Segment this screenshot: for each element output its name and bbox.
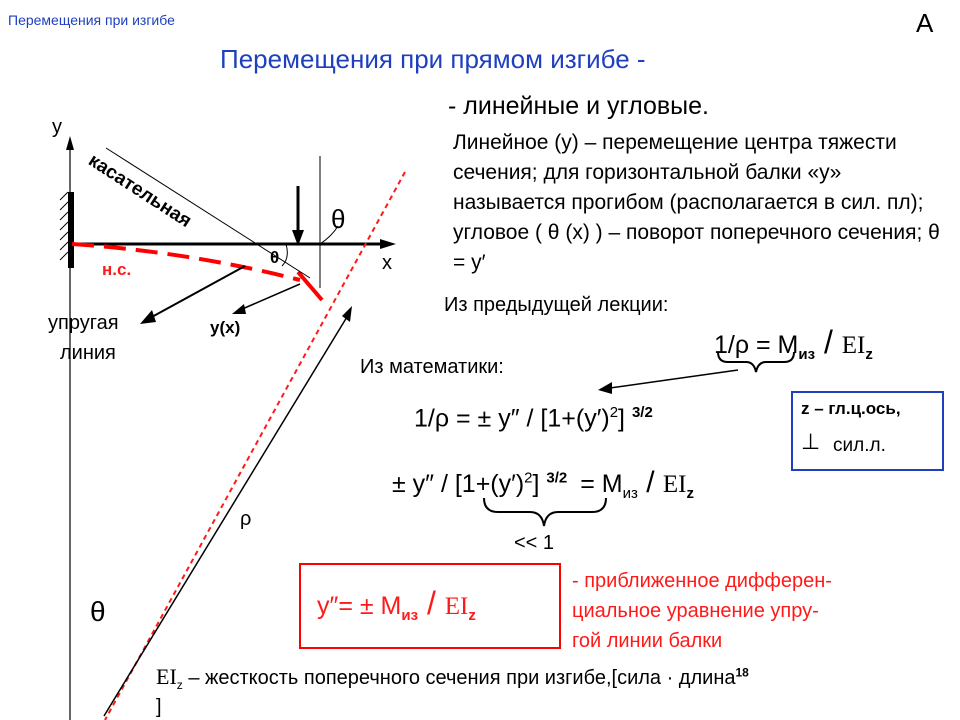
slide-subtitle: - линейные и угловые. bbox=[448, 92, 709, 120]
axis-note-box bbox=[791, 391, 944, 471]
formula-ei: EI bbox=[444, 593, 469, 620]
slide-title: Перемещения при прямом изгибе - bbox=[220, 44, 646, 74]
formula-text: ± y″ / [1+(y′) bbox=[392, 470, 525, 498]
brace-2 bbox=[484, 498, 606, 526]
formula-sub: из bbox=[622, 485, 638, 502]
slide-section-title: Перемещения при изгибе bbox=[8, 12, 175, 28]
much-less-one-label: << 1 bbox=[514, 532, 555, 554]
formula-power: 3/2 bbox=[631, 404, 653, 421]
elastic-pointer-head bbox=[140, 310, 156, 324]
x-axis-label: x bbox=[382, 252, 392, 274]
formula-sup: 2 bbox=[609, 404, 619, 421]
footer-close-bracket: ] bbox=[156, 696, 162, 718]
approx-equation-box bbox=[299, 563, 561, 649]
elastic-line-label-1: упругая bbox=[48, 312, 119, 334]
approx-note-line3: гой линии балки bbox=[572, 630, 723, 652]
formula-ei-sub: z bbox=[468, 607, 476, 624]
theta-bottom-label: θ bbox=[90, 596, 106, 627]
formula-text: 1/ρ = M bbox=[714, 331, 799, 359]
formula-sub: из bbox=[798, 346, 816, 363]
deflection-label: y(x) bbox=[210, 318, 241, 337]
formula-slash: / bbox=[418, 585, 445, 621]
formula-text: y″= ± M bbox=[317, 592, 402, 620]
curvature-formula bbox=[714, 324, 873, 363]
elastic-pointer-line bbox=[150, 266, 245, 318]
math-arrow-head bbox=[598, 382, 612, 394]
perp-symbol: ⊥ bbox=[801, 429, 821, 454]
theta-mid-label: θ bbox=[270, 248, 280, 267]
formula-sub: из bbox=[401, 607, 419, 624]
approx-note-line2: циальное уравнение упру- bbox=[572, 600, 819, 622]
x-axis-arrow bbox=[380, 239, 396, 249]
footer-ei-sub: z bbox=[176, 678, 183, 692]
y-axis-label: y bbox=[52, 116, 62, 138]
slide-letter: A bbox=[916, 8, 934, 38]
axis-note-line1: z – гл.ц.ось, bbox=[801, 399, 901, 418]
formula-ei: EI bbox=[841, 332, 866, 359]
wall-hatch bbox=[60, 192, 68, 260]
rho-label: ρ bbox=[240, 508, 252, 530]
math-arrow-line bbox=[610, 370, 738, 388]
section-rotated bbox=[298, 272, 322, 300]
from-math-label: Из математики: bbox=[360, 356, 504, 378]
approx-note-line1: - приближенное дифферен- bbox=[572, 570, 832, 592]
theta-top-label: θ bbox=[331, 204, 346, 234]
footer-ei: EI bbox=[156, 664, 177, 689]
combined-formula bbox=[392, 466, 694, 502]
tangent-label: касательная bbox=[84, 150, 196, 232]
formula-bracket: ] bbox=[532, 470, 540, 498]
wall-support bbox=[68, 192, 74, 268]
definition-paragraph: Линейное (y) – перемещение центра тяжести сечения; для горизонтальной балки «y» называется прогибом (располагается в сил. пл); угловое ( θ (x) ) – поворот поперечного сечения; θ = y′ bbox=[453, 131, 940, 274]
formula-ei-sub: z bbox=[865, 346, 873, 363]
formula-ei-sub: z bbox=[686, 485, 694, 502]
formula-ei: EI bbox=[662, 471, 687, 498]
formula-text: 1/ρ = ± y″ / [1+(y′) bbox=[414, 404, 610, 433]
y-axis-arrow bbox=[66, 136, 74, 150]
stiffness-definition bbox=[156, 664, 749, 692]
formula-slash: / bbox=[815, 324, 842, 360]
radius-line bbox=[104, 312, 350, 716]
footer-power: 18 bbox=[735, 665, 749, 680]
formula-eq: = M bbox=[580, 470, 623, 498]
axis-note-line2: сил.л. bbox=[833, 435, 886, 456]
radius-arrow bbox=[342, 306, 352, 322]
math-curvature-formula bbox=[414, 404, 653, 433]
formula-slash: / bbox=[637, 466, 663, 499]
elastic-line-label-2: линия bbox=[60, 342, 116, 364]
footer-text: – жесткость поперечного сечения при изгибе,[сила · длина bbox=[182, 667, 736, 689]
formula-power: 3/2 bbox=[546, 469, 568, 487]
formula-sup: 2 bbox=[524, 469, 533, 487]
neutral-layer-label: н.с. bbox=[102, 260, 132, 279]
prev-lecture-label: Из предыдущей лекции: bbox=[444, 294, 669, 316]
formula-bracket: ] bbox=[618, 404, 625, 433]
deflection-arrow-head bbox=[232, 304, 246, 314]
approx-equation bbox=[317, 585, 476, 624]
deflection-arrow bbox=[240, 284, 300, 310]
